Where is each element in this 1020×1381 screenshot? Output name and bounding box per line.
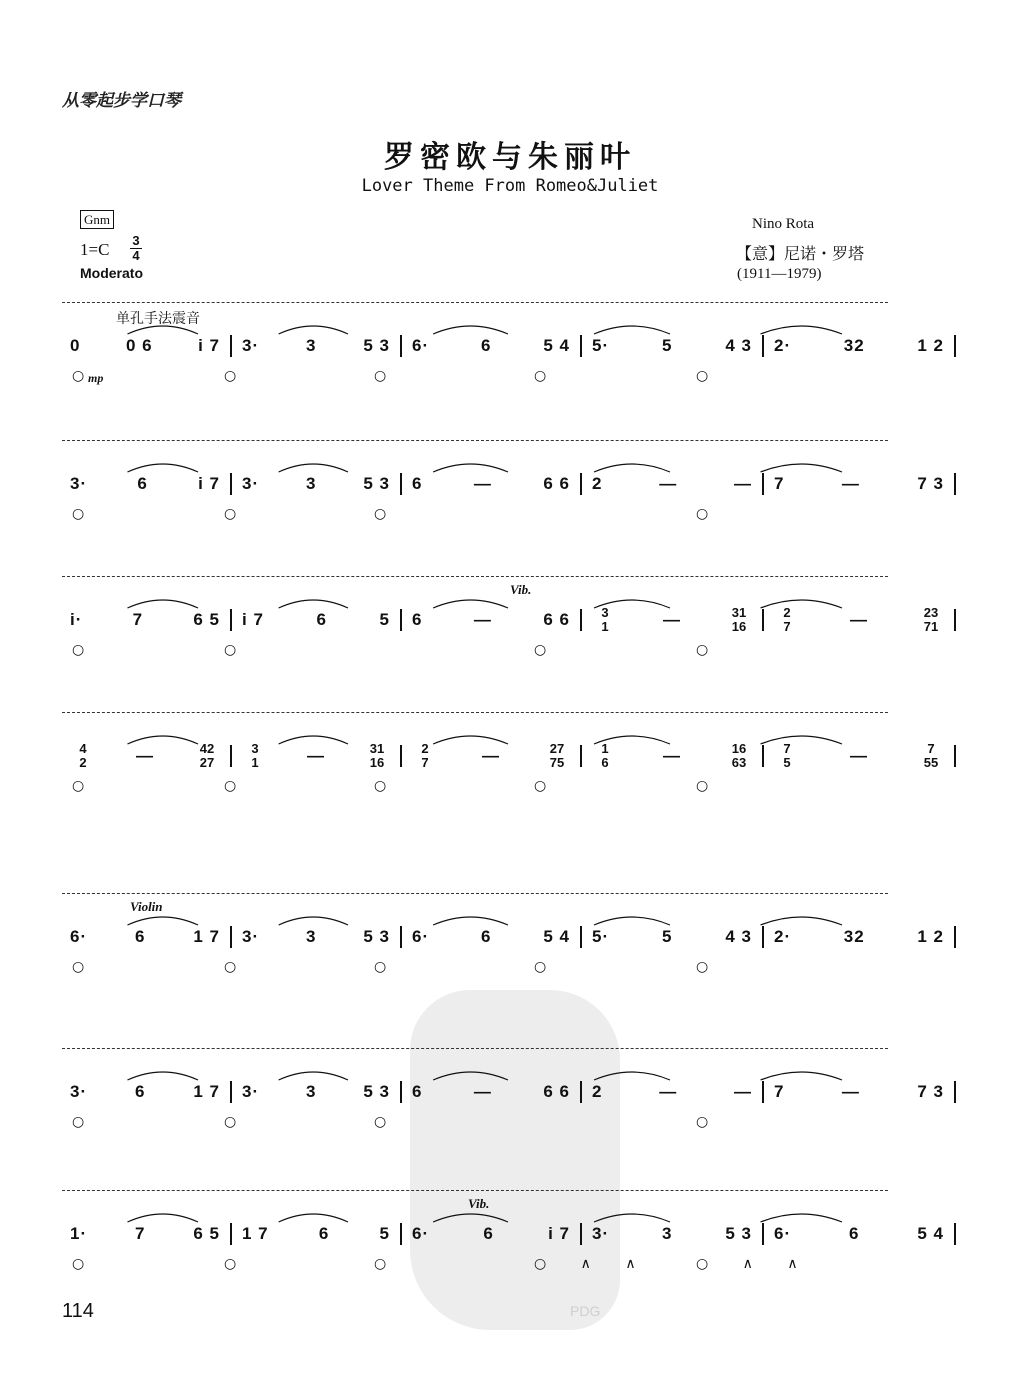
note: 6· <box>70 927 88 946</box>
note: 6· <box>412 336 430 355</box>
note: 5 4 <box>543 927 570 946</box>
staff-line-1 <box>0 302 1020 402</box>
note: 5· <box>592 927 610 946</box>
note: 6 6 <box>543 1082 570 1101</box>
note: 5 3 <box>363 1082 390 1101</box>
note: 32 <box>843 927 865 946</box>
key-signature: 1=C <box>80 240 110 259</box>
chord-note: 1 6 <box>601 741 609 770</box>
time-signature-bottom: 4 <box>132 248 140 263</box>
note: 6 <box>481 336 492 355</box>
note: 6 6 <box>543 610 570 629</box>
breath-mark: ○ <box>696 368 709 384</box>
staff-line-3 <box>0 576 1020 676</box>
sustain-dash: — <box>659 1082 678 1101</box>
slur-arc <box>761 736 843 744</box>
slur-layer <box>0 1190 1020 1290</box>
slur-arc <box>433 917 508 925</box>
chord-note: 7 55 <box>923 741 939 770</box>
chord-note: 7 5 <box>783 741 791 770</box>
slur-arc <box>128 464 199 472</box>
slur-arc <box>128 1214 199 1222</box>
staff-line-2 <box>0 440 1020 540</box>
note: 3· <box>592 1224 610 1243</box>
breath-mark: ○ <box>72 778 85 794</box>
note: 3· <box>70 474 88 493</box>
slur-arc <box>761 1072 843 1080</box>
note: i· <box>70 610 83 629</box>
breath-mark: ○ <box>374 1114 387 1130</box>
slur-arc <box>433 736 508 744</box>
note: 7 <box>774 474 785 493</box>
slur-arc <box>433 1214 508 1222</box>
slur-arc <box>128 736 199 744</box>
note: 32 <box>843 336 865 355</box>
breath-mark: ○ ∧ ∧ <box>534 1256 636 1272</box>
slur-arc <box>433 326 508 334</box>
staff-technique-label: Vib. <box>468 1196 490 1211</box>
chord-note: 31 16 <box>731 605 747 634</box>
watermark-text: PDG <box>570 1303 601 1319</box>
note: 7 3 <box>917 1082 944 1101</box>
sustain-dash: — <box>473 1082 492 1101</box>
slur-arc <box>594 326 670 334</box>
note: 5 4 <box>543 336 570 355</box>
note: 2· <box>774 336 792 355</box>
staff-technique-label: 单孔手法震音 <box>116 311 200 327</box>
breath-mark: ○ <box>696 778 709 794</box>
staff-technique-label: Violin <box>130 899 163 914</box>
note: 4 3 <box>725 336 752 355</box>
note: 6 <box>135 927 146 946</box>
page-subtitle: Lover Theme From Romeo&Juliet <box>361 176 659 196</box>
sustain-dash: — <box>850 746 868 765</box>
time-signature-top: 3 <box>132 233 140 248</box>
sustain-dash: — <box>136 746 154 765</box>
note: 6 <box>849 1224 860 1243</box>
note: 1 7 <box>242 1224 269 1243</box>
breath-mark: ○ <box>696 959 709 975</box>
note: i 7 <box>548 1224 570 1243</box>
breath-mark: ○ <box>374 1256 387 1272</box>
note: 6 <box>481 927 492 946</box>
slur-arc <box>279 917 348 925</box>
note: 1· <box>70 1224 88 1243</box>
note: 3· <box>242 474 260 493</box>
tempo-marking: Moderato <box>80 265 143 281</box>
chord-note: 16 63 <box>731 741 747 770</box>
harmonica-type-box: Gnm <box>80 210 114 229</box>
slur-arc <box>128 1072 199 1080</box>
breath-mark: ○ <box>374 368 387 384</box>
sustain-dash: — <box>850 610 868 629</box>
note: 7 <box>135 1224 146 1243</box>
note: 3 <box>306 474 317 493</box>
page-number: 114 <box>62 1300 94 1322</box>
slur-arc <box>761 600 843 608</box>
sustain-dash: — <box>663 746 681 765</box>
note: 6 <box>316 610 327 629</box>
breath-mark: ○ <box>696 506 709 522</box>
note: i 7 <box>242 610 264 629</box>
note: 1 2 <box>917 336 944 355</box>
slur-arc <box>279 1214 348 1222</box>
slur-arc <box>594 600 670 608</box>
note: 3· <box>242 927 260 946</box>
sustain-dash: — <box>663 610 681 629</box>
slur-layer <box>0 440 1020 540</box>
note: 5· <box>592 336 610 355</box>
breath-mark: ○ <box>534 959 547 975</box>
chord-note: 2 7 <box>421 741 429 770</box>
slur-arc <box>761 326 843 334</box>
note: 6· <box>774 1224 792 1243</box>
composer-name-cn: 【意】尼诺・罗塔 <box>736 244 865 263</box>
staff-technique-label: Vib. <box>510 582 532 597</box>
slur-arc <box>594 1072 670 1080</box>
slur-arc <box>761 1214 843 1222</box>
chord-note: 2 7 <box>783 605 791 634</box>
slur-arc <box>433 600 508 608</box>
breath-mark: ○ <box>72 1256 85 1272</box>
note: 5 3 <box>725 1224 752 1243</box>
slur-arc <box>279 1072 348 1080</box>
note: 7 <box>774 1082 785 1101</box>
note: 5 3 <box>363 336 390 355</box>
series-label: 从零起步学口琴 <box>62 91 181 111</box>
breath-mark: ○ <box>72 1114 85 1130</box>
slur-arc <box>594 464 670 472</box>
breath-mark: ○ <box>72 642 85 658</box>
slur-arc <box>279 600 348 608</box>
staff-line-4 <box>0 712 1020 812</box>
slur-arc <box>128 917 199 925</box>
breath-mark: ○ <box>534 778 547 794</box>
breath-mark: ○ ∧ ∧ <box>696 1256 798 1272</box>
chord-note: 27 75 <box>549 741 565 770</box>
note: 6· <box>412 927 430 946</box>
note: 5 <box>379 1224 390 1243</box>
note: 0 6 <box>125 336 153 355</box>
note: 5 3 <box>363 474 390 493</box>
staff-line-7 <box>0 1190 1020 1290</box>
note: 6 <box>412 474 423 493</box>
breath-mark: ○ <box>224 506 237 522</box>
sustain-dash: — <box>659 474 678 493</box>
slur-arc <box>279 736 348 744</box>
chord-note: 42 27 <box>199 741 215 770</box>
note: 6 <box>135 1082 146 1101</box>
breath-mark: ○ <box>534 642 547 658</box>
note: i 7 <box>198 474 220 493</box>
time-signature <box>130 234 142 263</box>
slur-arc <box>128 326 199 334</box>
composer-lifespan: (1911—1979) <box>737 266 822 282</box>
chord-note: 3 1 <box>251 741 259 770</box>
chord-note: 3 1 <box>601 605 609 634</box>
breath-mark: ○ <box>224 1256 237 1272</box>
note: 3· <box>242 336 260 355</box>
breath-mark: ○ <box>224 778 237 794</box>
note: 5 <box>662 336 673 355</box>
staff-line-6 <box>0 1048 1020 1148</box>
breath-mark: ○ <box>224 959 237 975</box>
note: 6 <box>137 474 148 493</box>
breath-mark: ○ <box>72 959 85 975</box>
slur-layer <box>0 893 1020 993</box>
page-title: 罗密欧与朱丽叶 <box>384 140 636 175</box>
chord-note: 4 2 <box>79 741 87 770</box>
note: 6 5 <box>193 1224 220 1243</box>
slur-arc <box>761 917 843 925</box>
sustain-dash: — <box>307 746 325 765</box>
note: 1 7 <box>193 927 220 946</box>
breath-mark: ○ <box>72 506 85 522</box>
note: 6 <box>412 610 423 629</box>
note: 6 6 <box>543 474 570 493</box>
slur-arc <box>433 1072 508 1080</box>
note: 3· <box>242 1082 260 1101</box>
note: 3· <box>70 1082 88 1101</box>
note: 3 <box>306 1082 317 1101</box>
slur-arc <box>594 917 670 925</box>
breath-mark: ○ <box>696 1114 709 1130</box>
sustain-dash: — <box>841 474 860 493</box>
note: 7 3 <box>917 474 944 493</box>
breath-mark: ○ <box>374 506 387 522</box>
slur-arc <box>594 1214 670 1222</box>
breath-mark: ○ <box>696 642 709 658</box>
dynamic-marking: mp <box>88 371 104 385</box>
note: 1 2 <box>917 927 944 946</box>
note: i 7 <box>198 336 220 355</box>
slur-layer <box>0 302 1020 402</box>
note: 7 <box>132 610 144 629</box>
slur-layer <box>0 576 1020 676</box>
breath-mark: ○ <box>534 368 547 384</box>
sustain-dash: — <box>473 610 492 629</box>
breath-mark: ○ <box>374 778 387 794</box>
breath-mark: ○ <box>224 1114 237 1130</box>
slur-arc <box>433 464 508 472</box>
note: 3 <box>306 336 317 355</box>
note: 6· <box>412 1224 430 1243</box>
note: 5 <box>662 927 673 946</box>
chord-note: 23 71 <box>923 605 939 634</box>
note: 2· <box>774 927 792 946</box>
note: 6 <box>318 1224 330 1243</box>
note: 4 3 <box>725 927 752 946</box>
note: 6 <box>483 1224 494 1243</box>
composer-name-en: Nino Rota <box>752 216 815 232</box>
note: 3 <box>662 1224 673 1243</box>
breath-mark: ○ <box>374 959 387 975</box>
breath-mark: ○ <box>224 368 237 384</box>
sustain-dash: — <box>734 1082 752 1101</box>
slur-layer <box>0 1048 1020 1148</box>
note: 0 <box>70 336 81 355</box>
note: 5 3 <box>363 927 390 946</box>
slur-arc <box>594 736 670 744</box>
note: 6 <box>412 1082 423 1101</box>
sustain-dash: — <box>473 474 492 493</box>
slur-arc <box>128 600 199 608</box>
note: 1 7 <box>193 1082 220 1101</box>
slur-layer <box>0 712 1020 812</box>
note: 6 5 <box>193 610 220 629</box>
breath-mark: ○ <box>224 642 237 658</box>
slur-arc <box>279 464 348 472</box>
breath-mark: ○ <box>72 368 85 384</box>
sustain-dash: — <box>841 1082 860 1101</box>
sustain-dash: — <box>734 474 752 493</box>
slur-arc <box>761 464 843 472</box>
chord-note: 31 16 <box>369 741 385 770</box>
note: 5 4 <box>917 1224 944 1243</box>
note: 2 <box>592 1082 603 1101</box>
staff-line-5 <box>0 893 1020 993</box>
slur-arc <box>279 326 348 334</box>
note: 2 <box>592 474 603 493</box>
note: 5 <box>379 610 390 629</box>
note: 3 <box>306 927 317 946</box>
sustain-dash: — <box>482 746 500 765</box>
